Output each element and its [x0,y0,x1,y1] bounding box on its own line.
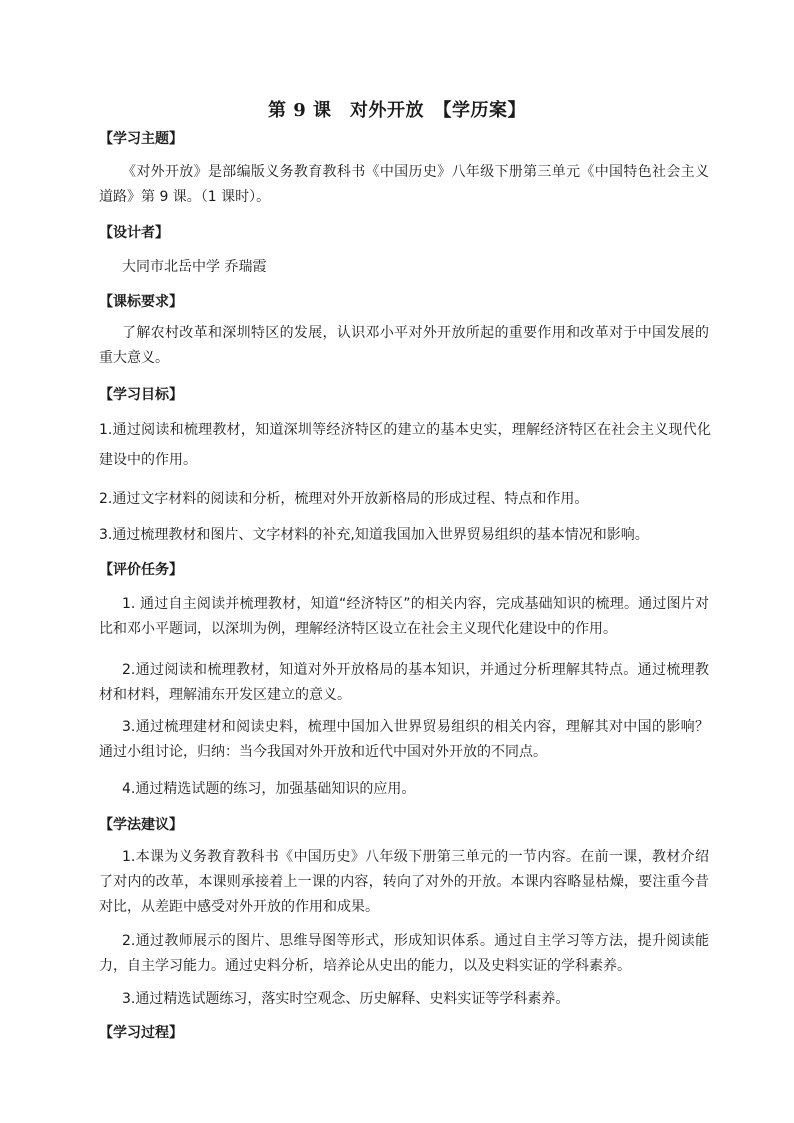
section-heading-theme: 【学习主题】 [99,131,183,147]
method-item: 3.通过精选试题练习，落实时空观念、历史解释、史料实证等学科素养。 [122,991,570,1007]
task-item: 1. 通过自主阅读并梳理教材，知道“经济特区”的相关内容，完成基础知识的梳理。通过图片对比和邓小平题词，以深圳为例，理解经济特区设立在社会主义现代化建设中的作用。 [99,596,709,637]
section-heading-tasks: 【评价任务】 [99,562,183,578]
goal-item: 2.通过文字材料的阅读和分析，梳理对外开放新格局的形成过程、特点和作用。 [99,491,589,507]
page-title: 第 9 课 对外开放 【学历案】 [267,100,527,121]
method-item: 1.本课为义务教育教科书《中国历史》八年级下册第三单元的一节内容。在前一课，教材介绍了对内的改革，本课则承接着上一课的内容，转向了对外的开放。本课内容略显枯燥，要注重今昔对比，从差距中感受对外开放的作用和成果。 [99,849,709,915]
section-heading-standard: 【课标要求】 [99,294,183,310]
task-item: 2.通过阅读和梳理教材，知道对外开放格局的基本知识，并通过分析理解其特点。通过梳理教材和材料，理解浦东开发区建立的意义。 [99,662,709,703]
goal-item: 3.通过梳理教材和图片、文字材料的补充,知道我国加入世界贸易组织的基本情况和影响。 [99,527,649,543]
section-heading-designer: 【设计者】 [99,225,169,241]
task-item: 3.通过梳理建材和阅读史料，梳理中国加入世界贸易组织的相关内容，理解其对中国的影响？通过小组讨论，归纳：当今我国对外开放和近代中国对外开放的不同点。 [99,719,709,760]
goal-item: 1.通过阅读和梳理教材，知道深圳等经济特区的建立的基本史实，理解经济特区在社会主义现代化建设中的作用。 [99,422,711,468]
method-item: 2.通过教师展示的图片、思维导图等形式，形成知识体系。通过自主学习等方法，提升阅读能力，自主学习能力。通过史料分析，培养论从史出的能力，以及史料实证的学科素养。 [99,933,709,974]
designer-text: 大同市北岳中学 乔瑞霞 [122,259,267,275]
theme-paragraph: 《对外开放》是部编版义务教育教科书《中国历史》八年级下册第三单元《中国特色社会主义道路》第 9 课。（1 课时）。 [99,164,709,205]
standard-paragraph: 了解农村改革和深圳特区的发展，认识邓小平对外开放所起的重要作用和改革对于中国发展的重大意义。 [99,325,709,366]
section-heading-goals: 【学习目标】 [99,387,183,403]
section-heading-methods: 【学法建议】 [99,817,183,833]
section-heading-process: 【学习过程】 [99,1025,183,1041]
task-item: 4.通过精选试题的练习，加强基础知识的应用。 [122,781,416,797]
